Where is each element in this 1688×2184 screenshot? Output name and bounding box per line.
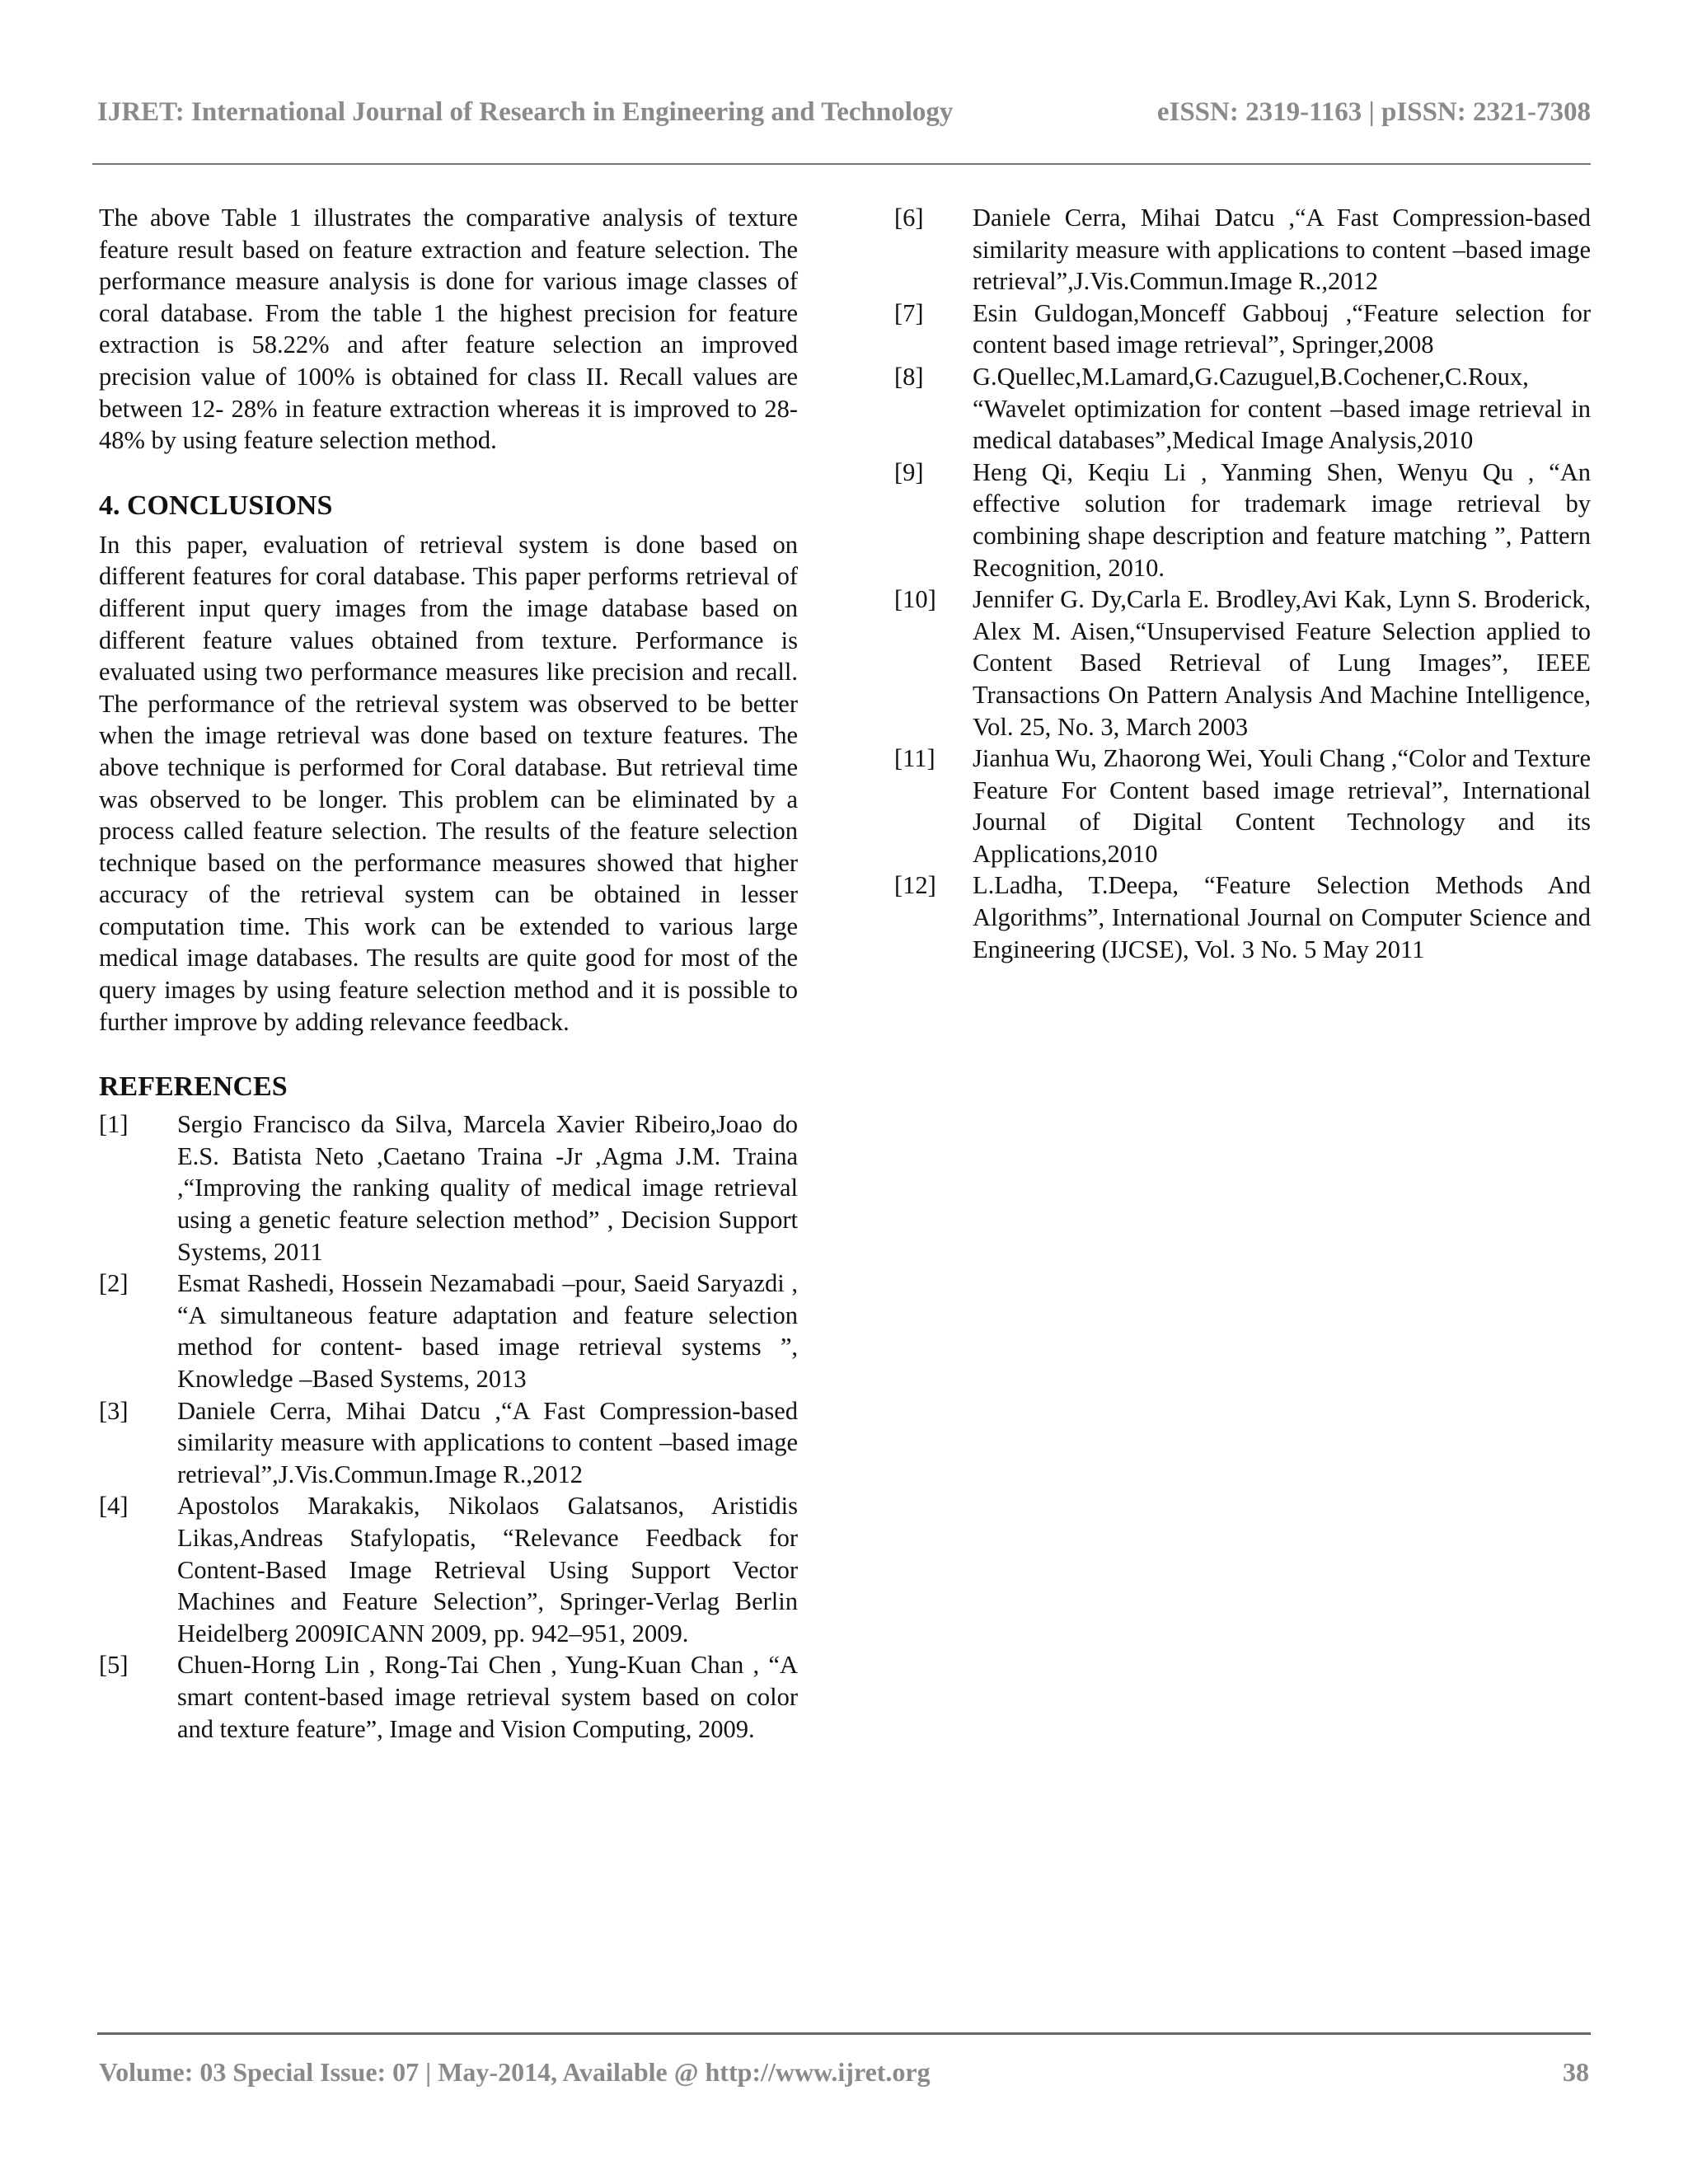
reference-item [894, 298, 1591, 361]
footer-volume-info: Volume: 03 Special Issue: 07 | May-2014, Available @ http://www.ijret.org [99, 2057, 931, 2087]
reference-text: Jennifer G. Dy,Carla E. Brodley,Avi Kak, Lynn S. Broderick, Alex M. Aisen,“Unsupervised Feature Selection applied to Content Based Retrieval of Lung Images”, IEEE Transactions On Pattern Analysis And Machine Intelligence, Vol. 25, No. 3, March 2003 [973, 585, 1591, 741]
reference-text: Esmat Rashedi, Hossein Nezamabadi –pour, Saeid Saryazdi , “A simultaneous feature adaptation and feature selection method for content- based image retrieval systems ”, Knowledge –Based Systems, 2013 [177, 1269, 798, 1393]
reference-number: [8] [894, 362, 924, 391]
reference-text: L.Ladha, T.Deepa, “Feature Selection Methods And Algorithms”, International Journal on Computer Science and Engineering (IJCSE), Vol. 3 No. 5 May 2011 [973, 871, 1591, 963]
header-divider [92, 163, 1591, 165]
reference-item [99, 1490, 798, 1649]
reference-text: Daniele Cerra, Mihai Datcu ,“A Fast Compression-based similarity measure with applications to content –based image retrieval”,J.Vis.Commun.Image R.,2012 [177, 1396, 798, 1488]
conclusions-paragraph: In this paper, evaluation of retrieval system is done based on different features for coral database. This paper performs retrieval of different input query images from the image database based on different feature values obtained from texture. Performance is evaluated using two performance measures like precision and recall. The performance of the retrieval system was observed to be better when the image retrieval was done based on texture features. The above technique is performed for Coral database. But retrieval time was observed to be longer. This problem can be eliminated by a process called feature selection. The results of the feature selection technique based on the performance measures showed that higher accuracy of the retrieval system can be obtained in lesser computation time. This work can be extended to various large medical image databases. The results are quite good for most of the query images by using feature selection method and it is possible to further improve by adding relevance feedback. [99, 530, 798, 1036]
reference-text: Chuen-Horng Lin , Rong-Tai Chen , Yung-Kuan Chan , “A smart content-based image retrieval system based on color and texture feature”, Image and Vision Computing, 2009. [177, 1651, 798, 1743]
reference-item [894, 361, 1591, 457]
references-list-left [99, 1108, 798, 1745]
reference-text: Sergio Francisco da Silva, Marcela Xavier Ribeiro,Joao do E.S. Batista Neto ,Caetano Traina -Jr ,Agma J.M. Traina ,“Improving the ranking quality of medical image retrieval using a genetic feature selection method” , Decision Support Systems, 2011 [177, 1110, 798, 1266]
reference-number: [7] [894, 298, 924, 327]
references-heading: REFERENCES [99, 1071, 288, 1103]
reference-item [894, 583, 1591, 743]
right-column [894, 202, 1591, 965]
reference-number: [3] [99, 1396, 129, 1425]
page-header [97, 97, 1591, 147]
reference-number: [11] [894, 744, 935, 773]
intro-paragraph: The above Table 1 illustrates the comparative analysis of texture feature result based on feature extraction and feature selection. The performance measure analysis is done for various image classes of coral database. From the table 1 the highest precision for feature extraction is 58.22% and after feature selection an improved precision value of 100% is obtained for class II. Recall values are between 12- 28% in feature extraction whereas it is improved to 28-48% by using feature selection method. [99, 204, 798, 455]
reference-item [894, 869, 1591, 965]
reference-number: [6] [894, 204, 924, 232]
reference-item [99, 1108, 798, 1268]
reference-text: Heng Qi, Keqiu Li , Yanming Shen, Wenyu Qu , “An effective solution for trademark image retrieval by combining shape description and feature matching ”, Pattern Recognition, 2010. [973, 457, 1591, 582]
left-column [99, 202, 798, 1745]
reference-text: Esin Guldogan,Monceff Gabbouj ,“Feature selection for content based image retrieval”, Springer,2008 [973, 298, 1591, 359]
reference-text: G.Quellec,M.Lamard,G.Cazuguel,B.Cochener,C.Roux, “Wavelet optimization for content –based image retrieval in medical databases”,Medical Image Analysis,2010 [973, 362, 1591, 455]
reference-number: [12] [894, 871, 936, 900]
journal-title: IJRET: International Journal of Research in Engineering and Technology [97, 97, 954, 127]
page-number: 38 [1563, 2057, 1589, 2087]
issn-line: eISSN: 2319-1163 | pISSN: 2321-7308 [1156, 97, 1591, 127]
reference-item [99, 1268, 798, 1394]
reference-number: [10] [894, 585, 936, 614]
reference-text: Apostolos Marakakis, Nikolaos Galatsanos, Aristidis Likas,Andreas Stafylopatis, “Relevance Feedback for Content-Based Image Retrieval Using Support Vector Machines and Feature Selection”, Springer-Verlag Berlin Heidelberg 2009ICANN 2009, pp. 942–951, 2009. [177, 1492, 798, 1647]
references-list-right [894, 202, 1591, 965]
reference-item [894, 202, 1591, 298]
reference-item [99, 1649, 798, 1745]
reference-number: [9] [894, 457, 924, 486]
reference-number: [4] [99, 1492, 129, 1521]
reference-number: [2] [99, 1269, 129, 1298]
reference-number: [1] [99, 1110, 129, 1139]
reference-item [894, 457, 1591, 583]
conclusions-heading: 4. CONCLUSIONS [99, 490, 333, 521]
reference-item [99, 1395, 798, 1491]
reference-item [894, 743, 1591, 869]
reference-text: Jianhua Wu, Zhaorong Wei, Youli Chang ,“Color and Texture Feature For Content based image retrieval”, International Journal of Digital Content Technology and its Applications,2010 [973, 744, 1591, 868]
reference-text: Daniele Cerra, Mihai Datcu ,“A Fast Compression-based similarity measure with applications to content –based image retrieval”,J.Vis.Commun.Image R.,2012 [973, 204, 1591, 296]
footer-divider [97, 2032, 1591, 2035]
reference-number: [5] [99, 1651, 129, 1680]
